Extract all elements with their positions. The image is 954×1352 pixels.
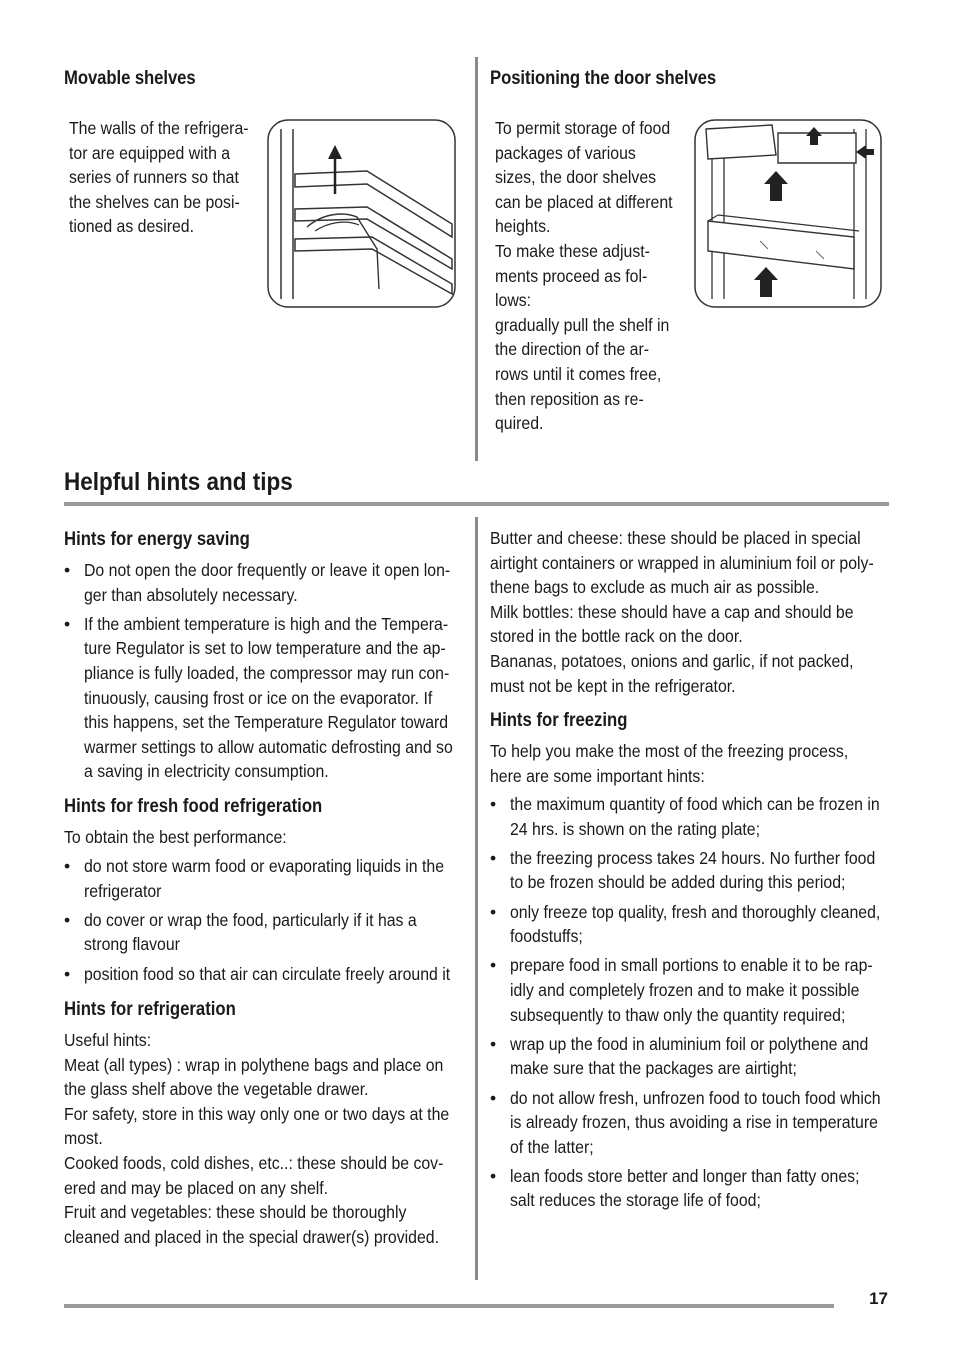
text-line: can be placed at different	[495, 191, 673, 212]
text-line: tioned as desired.	[69, 216, 195, 237]
text-line: lean foods store better and longer than fatty ones;	[510, 1165, 860, 1186]
bullet-marker: •	[490, 1033, 497, 1054]
column-divider-bottom	[475, 517, 478, 1280]
list-item	[490, 846, 890, 895]
shelf-runner-illustration	[267, 119, 457, 309]
text-line: most.	[64, 1128, 103, 1149]
text-line: Meat (all types) : wrap in polythene bags and place on	[64, 1054, 444, 1075]
text-line: this happens, set the Temperature Regulator toward	[84, 712, 449, 733]
fresh-food-heading: Hints for fresh food refrigeration	[64, 796, 323, 817]
text-line: To permit storage of food	[495, 118, 671, 138]
text-line: subsequently to thaw only the quantity required;	[510, 1004, 846, 1025]
text-line: refrigerator	[84, 880, 162, 901]
fresh-food-list	[64, 854, 464, 991]
text-line: do not allow fresh, unfrozen food to touch food which	[510, 1087, 881, 1108]
text-line: the glass shelf above the vegetable drawer.	[64, 1079, 369, 1100]
column-divider-top	[475, 57, 478, 461]
text-line: Cooked foods, cold dishes, etc..: these should be cov-	[64, 1152, 444, 1173]
footer-rule	[64, 1304, 834, 1308]
text-line: heights.	[495, 216, 551, 237]
text-line: lows:	[495, 290, 532, 311]
text-line: Fruit and vegetables: these should be thoroughly	[64, 1202, 407, 1223]
text-line: Milk bottles: these should have a cap and should be	[490, 601, 854, 622]
freezing-heading: Hints for freezing	[490, 710, 628, 731]
door-shelf-illustration	[694, 119, 883, 309]
list-item	[490, 1164, 890, 1213]
bullet-marker: •	[490, 1165, 497, 1186]
text-line: the maximum quantity of food which can be frozen in	[510, 794, 880, 814]
text-line: cleaned and placed in the special drawer(s) provided.	[64, 1226, 439, 1247]
list-item	[490, 792, 890, 841]
text-line: to be frozen should be added during this period;	[510, 872, 846, 893]
text-line: salt reduces the storage life of food;	[510, 1190, 761, 1211]
text-line: Useful hints:	[64, 1030, 152, 1050]
text-line: strong flavour	[84, 934, 180, 955]
bullet-marker: •	[64, 560, 71, 580]
text-line: do cover or wrap the food, particularly if it has a	[84, 909, 417, 930]
storage-text	[490, 526, 874, 698]
energy-saving-list	[64, 558, 464, 789]
text-line: the direction of the ar-	[495, 339, 650, 360]
text-line: warmer settings to allow automatic defrosting and so	[84, 736, 453, 757]
text-line: ments proceed as fol-	[495, 265, 648, 286]
text-line: ture Regulator is set to low temperature and the ap-	[84, 638, 446, 659]
movable-shelves-heading: Movable shelves	[64, 68, 196, 89]
text-line: packages of various	[495, 142, 636, 163]
text-line: quired.	[495, 413, 544, 434]
list-item	[64, 854, 464, 903]
text-line: tinuously, causing frost or ice on the evaporator. If	[84, 687, 433, 708]
refrigeration-heading: Hints for refrigeration	[64, 999, 236, 1020]
text-line: must not be kept in the refrigerator.	[490, 675, 736, 696]
list-item	[490, 1086, 890, 1160]
text-line: The walls of the refrigera-	[69, 118, 249, 138]
section-divider	[64, 502, 889, 506]
door-shelves-text	[495, 116, 673, 436]
list-item	[490, 953, 890, 1027]
bullet-marker: •	[490, 847, 497, 868]
text-line: pliance is fully loaded, the compressor may run con-	[84, 662, 450, 683]
freezing-intro	[490, 739, 848, 788]
energy-saving-heading: Hints for energy saving	[64, 529, 250, 550]
text-line: ger than absolutely necessary.	[84, 584, 298, 605]
text-line: gradually pull the shelf in	[495, 314, 670, 335]
text-line: sizes, the door shelves	[495, 167, 657, 188]
text-line: only freeze top quality, fresh and thoroughly cleaned,	[510, 901, 881, 922]
text-line: do not store warm food or evaporating liquids in the	[84, 856, 445, 876]
text-line: the freezing process takes 24 hours. No further food	[510, 847, 876, 868]
text-line: airtight containers or wrapped in aluminium foil or poly-	[490, 552, 874, 573]
text-line: stored in the bottle rack on the door.	[490, 626, 743, 647]
text-line: then reposition as re-	[495, 388, 644, 409]
refrigeration-text	[64, 1028, 449, 1249]
text-line: idly and completely frozen and to make it possible	[510, 979, 860, 1000]
text-line: position food so that air can circulate freely around it	[84, 963, 451, 984]
bullet-marker: •	[64, 963, 71, 984]
movable-shelves-text	[69, 116, 249, 239]
text-line: prepare food in small portions to enable it to be rap-	[510, 955, 873, 976]
text-line: wrap up the food in aluminium foil or polythene and	[510, 1033, 869, 1054]
list-item	[64, 908, 464, 957]
text-line: a saving in electricity consumption.	[84, 761, 329, 782]
text-line: tor are equipped with a	[69, 142, 231, 163]
text-line: foodstuffs;	[510, 926, 583, 947]
bullet-marker: •	[490, 901, 497, 922]
text-line: is already frozen, thus avoiding a rise in temperature	[510, 1112, 878, 1133]
text-line: thene bags to exclude as much air as possible.	[490, 577, 820, 598]
door-shelves-heading: Positioning the door shelves	[490, 68, 717, 89]
text-line: Do not open the door frequently or leave it open lon-	[84, 560, 451, 580]
text-line: Butter and cheese: these should be placed in special	[490, 528, 861, 548]
page-number: 17	[869, 1289, 888, 1308]
text-line: make sure that the packages are airtight;	[510, 1058, 797, 1079]
text-line: rows until it comes free,	[495, 363, 662, 384]
freezing-list	[490, 792, 890, 1218]
bullet-marker: •	[490, 1087, 497, 1108]
list-item	[490, 900, 890, 949]
text-line: To make these adjust-	[495, 240, 650, 261]
list-item	[64, 558, 464, 607]
list-item	[64, 962, 464, 987]
text-line: 24 hrs. is shown on the rating plate;	[510, 818, 760, 839]
fresh-food-intro: To obtain the best performance:	[64, 827, 287, 847]
text-line: the shelves can be posi-	[69, 191, 240, 212]
text-line: here are some important hints:	[490, 765, 705, 786]
list-item	[490, 1032, 890, 1081]
text-line: If the ambient temperature is high and the Tempera-	[84, 613, 449, 634]
text-line: series of runners so that	[69, 167, 239, 188]
text-line: of the latter;	[510, 1136, 594, 1157]
text-line: ered and may be placed on any shelf.	[64, 1177, 329, 1198]
text-line: For safety, store in this way only one or two days at the	[64, 1103, 450, 1124]
bullet-marker: •	[64, 613, 71, 634]
bullet-marker: •	[490, 955, 497, 976]
bullet-marker: •	[490, 794, 497, 814]
bullet-marker: •	[64, 909, 71, 930]
text-line: Bananas, potatoes, onions and garlic, if not packed,	[490, 650, 854, 671]
text-line: To help you make the most of the freezing process,	[490, 741, 849, 761]
list-item	[64, 612, 464, 784]
bullet-marker: •	[64, 856, 71, 876]
page-title: Helpful hints and tips	[64, 468, 293, 496]
